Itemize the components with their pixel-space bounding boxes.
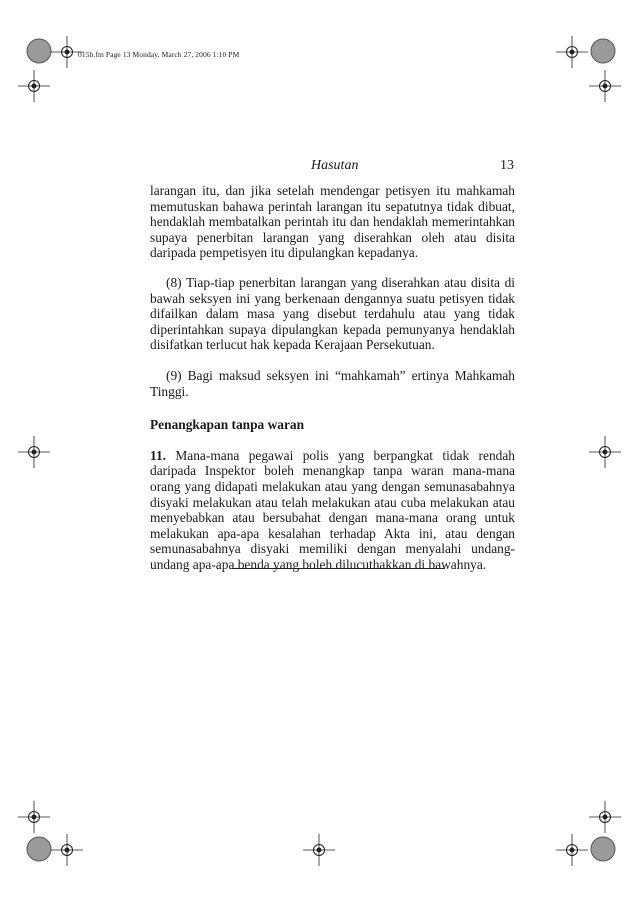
running-title: Hasutan [311,158,359,173]
crosshair-mark-bottom-right [556,834,588,866]
section-11-text: Mana-mana pegawai polis yang berpangkat tidak rendah daripada Inspektor boleh menangkap tanpa waran mana-mana orang yang didapati melakukan atau yang dengan semunasabahnya disyaki melakukan atau telah melakukan atau cuba melakukan atau menyebabkan atau bersubahat dengan mana-mana orang untuk melakukan apa-apa kesalahan terhadap Akta ini, atau dengan semunasabahnya disyaki memiliki dengan menyalahi undang-undang apa-apa benda yang boleh dilucuthakkan di bawahnya. [150,447,515,572]
section-11 [150,448,515,573]
registration-circle-bottom-left [26,836,52,862]
page-number: 13 [500,158,514,173]
crosshair-mark-middle-left [18,436,50,468]
paragraph-continuation: larangan itu, dan jika setelah mendengar petisyen itu mahkamah memutuskan bahawa perintah larangan itu sepatutnya tidak dibuat, hendaklah membatalkan perintah itu dan hendaklah memerintahkan supaya penerbitan larangan yang diserahkan oleh atau disita daripada pempetisyen itu dipulangkan kepadanya. [150,183,515,261]
crosshair-mark-upper-left [18,70,50,102]
crosshair-mark-middle-right [589,436,621,468]
registration-circle-top-left [26,38,52,64]
crosshair-mark-bottom-center [303,834,335,866]
section-number: 11. [150,447,166,463]
subsection-8: (8) Tiap-tiap penerbitan larangan yang diserahkan atau disita di bawah seksyen ini yang berkenaan dengannya suatu petisyen tidak difailkan dalam masa yang disebut terdahulu atau yang tidak diperintahkan supaya dipulangkan kepada pemunyanya hendaklah disifatkan terlucut hak kepada Kerajaan Persekutuan. [150,274,515,353]
crosshair-mark-top-right [556,36,588,68]
slug-line: 015b.fm Page 13 Monday, March 27, 2006 1:10 PM [78,50,240,59]
end-of-text-rule [232,568,445,569]
crosshair-mark-bottom-left [51,834,83,866]
section-heading: Penangkapan tanpa waran [150,417,305,433]
page-body [150,183,515,572]
crosshair-mark-lower-left [18,801,50,833]
registration-circle-bottom-right [590,836,616,862]
crosshair-mark-lower-right [589,801,621,833]
registration-circle-top-right [590,38,616,64]
subsection-9: (9) Bagi maksud seksyen ini “mahkamah” ertinya Mahkamah Tinggi. [150,367,515,399]
running-header [150,158,516,176]
crosshair-mark-upper-right [589,70,621,102]
